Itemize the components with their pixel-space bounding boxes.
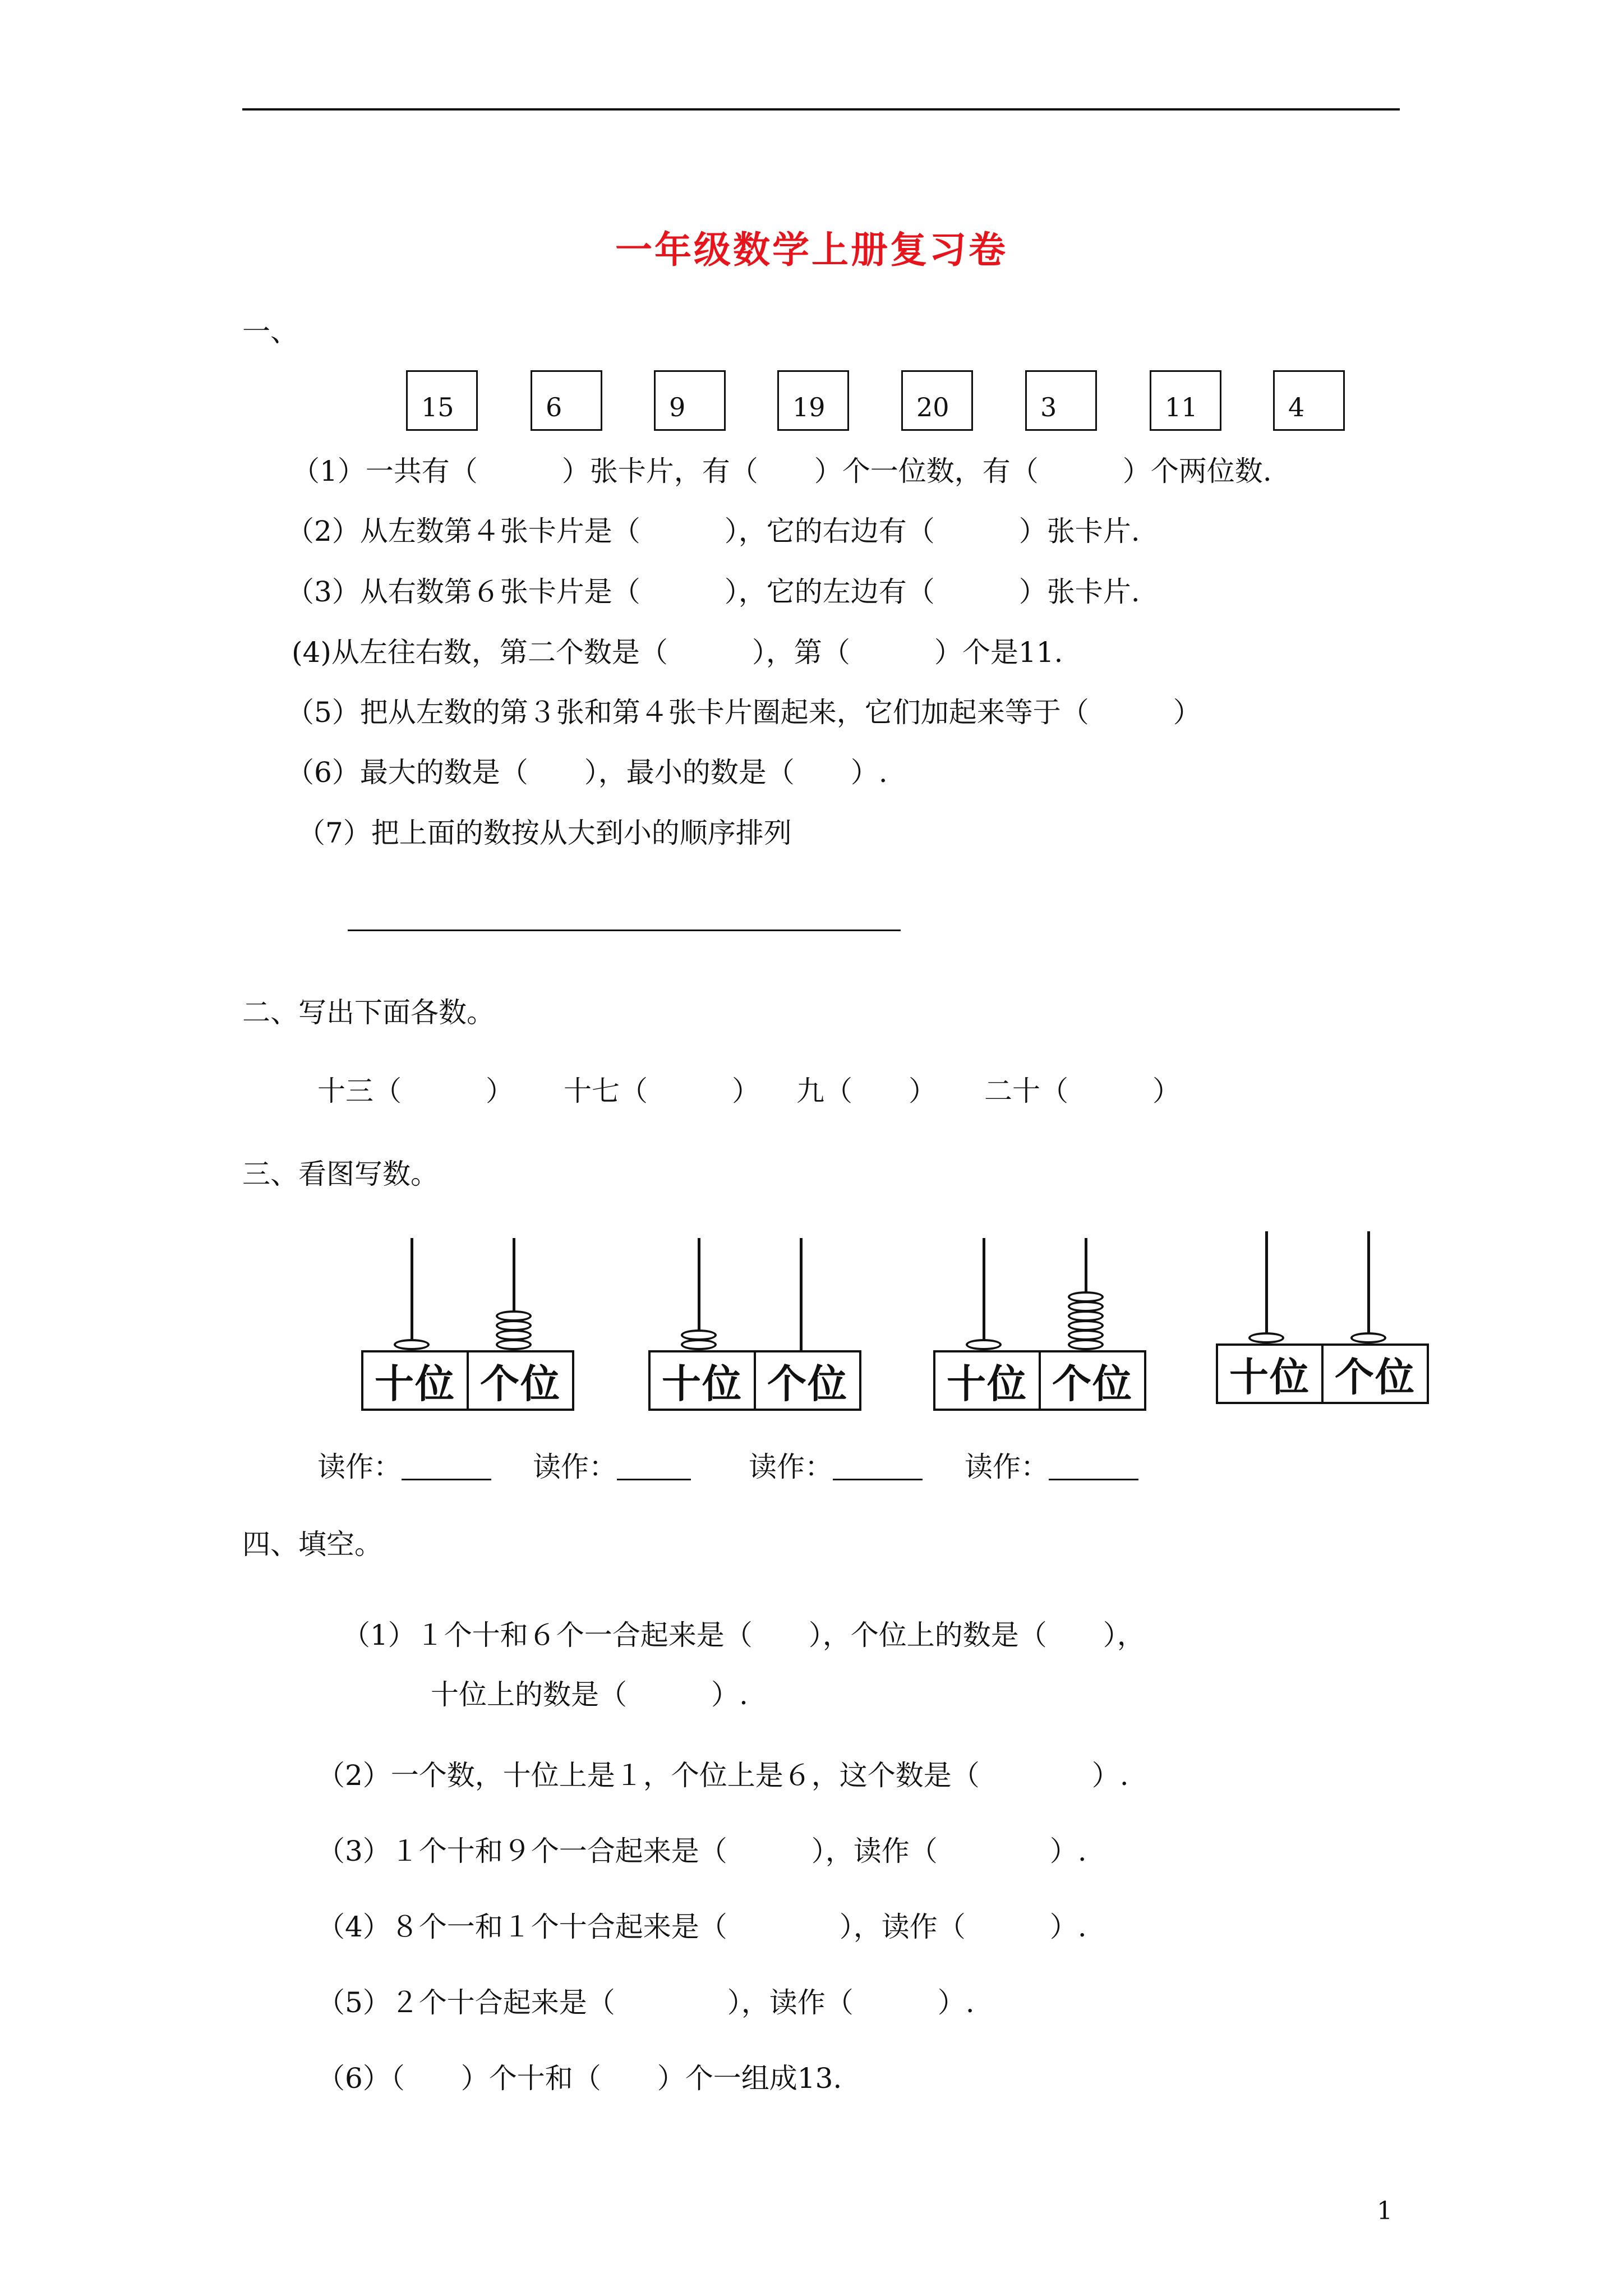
read-as-blank xyxy=(402,1479,491,1480)
read-as-label: 读作： xyxy=(317,1451,402,1483)
answer-line xyxy=(348,930,901,931)
number-card xyxy=(1025,370,1097,431)
question-4-4: （4）８个一和１个十合起来是（ ），读作（ ）. xyxy=(317,1911,1087,1943)
card-value: 6 xyxy=(546,392,562,422)
abacus xyxy=(361,1220,574,1411)
ones-bead xyxy=(1350,1332,1386,1343)
abacus xyxy=(648,1220,861,1411)
question-4-5: （5）２个十合起来是（ ），读作（ ）. xyxy=(317,1986,975,2019)
card-value: 4 xyxy=(1288,392,1305,422)
tens-place-label: 十位 xyxy=(1229,1353,1310,1400)
tens-bead xyxy=(681,1329,717,1341)
tens-place-label: 十位 xyxy=(662,1360,743,1407)
number-card xyxy=(406,370,478,431)
card-value: 15 xyxy=(421,392,454,422)
number-card xyxy=(777,370,849,431)
question-4-1-cont: 十位上的数是（ ）. xyxy=(431,1678,748,1711)
question-1-1: （1）一共有（ ）张卡片，有（ ）个一位数，有（ ）个两位数. xyxy=(292,455,1272,487)
ones-bead xyxy=(1068,1301,1104,1312)
tens-bead xyxy=(681,1339,717,1350)
section3-heading: 三、看图写数。 xyxy=(242,1158,439,1190)
ones-bead xyxy=(496,1339,532,1350)
ones-place-label: 个位 xyxy=(754,1352,859,1409)
read-as-blank xyxy=(1049,1479,1138,1480)
tens-bead xyxy=(394,1339,430,1350)
card-value: 11 xyxy=(1165,392,1198,422)
number-card xyxy=(901,370,973,431)
abacus xyxy=(933,1220,1146,1411)
card-value: 20 xyxy=(916,392,949,422)
place-value-box xyxy=(361,1350,574,1411)
write-number-item: 十三（ ） xyxy=(317,1075,514,1107)
tens-rod xyxy=(983,1238,985,1350)
question-1-4: (4)从左往右数，第二个数是（ ），第（ ）个是11. xyxy=(292,636,1063,669)
write-number-item: 二十（ ） xyxy=(984,1075,1181,1107)
ones-place-label: 个位 xyxy=(1039,1352,1144,1409)
question-1-5: （5）把从左数的第３张和第４张卡片圈起来，它们加起来等于（ ） xyxy=(286,696,1201,729)
page-title: 一年级数学上册复习卷 xyxy=(615,228,1008,272)
tens-place-label: 十位 xyxy=(375,1360,455,1407)
question-1-2: （2）从左数第４张卡片是（ ），它的右边有（ ）张卡片. xyxy=(286,515,1140,547)
tens-rod xyxy=(1265,1231,1268,1343)
section2-heading: 二、写出下面各数。 xyxy=(242,996,495,1029)
card-value: 19 xyxy=(792,392,826,422)
question-4-3: （3）１个十和９个一合起来是（ ），读作（ ）. xyxy=(317,1835,1087,1867)
place-value-box xyxy=(648,1350,861,1411)
ones-rod xyxy=(800,1238,803,1350)
tens-bead xyxy=(1248,1332,1284,1343)
read-as-label: 读作： xyxy=(965,1451,1049,1483)
number-card xyxy=(1150,370,1221,431)
question-1-6: （6）最大的数是（ ），最小的数是（ ）. xyxy=(286,756,888,789)
read-as-blank xyxy=(833,1479,923,1480)
ones-place-label: 个位 xyxy=(1321,1346,1427,1402)
number-card xyxy=(1273,370,1345,431)
read-as-blank xyxy=(617,1479,691,1480)
ones-bead xyxy=(1068,1291,1104,1303)
question-4-1: （1）１个十和６个一合起来是（ ），个位上的数是（ ）， xyxy=(342,1619,1145,1651)
tens-rod xyxy=(411,1238,413,1350)
header-rule xyxy=(242,108,1400,111)
question-4-6: （6）（ ）个十和（ ）个一组成13. xyxy=(317,2062,842,2095)
question-1-7: （7）把上面的数按从大到小的顺序排列 xyxy=(297,817,792,849)
ones-bead xyxy=(1068,1339,1104,1350)
write-number-item: 九（ ） xyxy=(796,1075,937,1107)
ones-bead xyxy=(496,1310,532,1322)
write-number-item: 十七（ ） xyxy=(564,1075,760,1107)
tens-place-label: 十位 xyxy=(947,1360,1027,1407)
ones-place-label: 个位 xyxy=(467,1352,572,1409)
ones-rod xyxy=(1367,1231,1370,1343)
number-card xyxy=(531,370,602,431)
card-value: 9 xyxy=(669,392,686,422)
card-value: 3 xyxy=(1040,392,1057,422)
place-value-box xyxy=(1216,1343,1429,1404)
ones-bead xyxy=(496,1329,532,1341)
abacus xyxy=(1216,1213,1429,1404)
page-number: 1 xyxy=(1377,2197,1393,2225)
number-card xyxy=(654,370,726,431)
question-4-2: （2）一个数，十位上是１，个位上是６，这个数是（ ）. xyxy=(317,1759,1129,1792)
tens-bead xyxy=(966,1339,1002,1350)
ones-bead xyxy=(1068,1329,1104,1341)
read-as-label: 读作： xyxy=(749,1451,833,1483)
ones-bead xyxy=(496,1320,532,1331)
ones-bead xyxy=(1068,1320,1104,1331)
place-value-box xyxy=(933,1350,1146,1411)
section1-heading: 一、 xyxy=(242,315,298,348)
section4-heading: 四、填空。 xyxy=(242,1528,382,1561)
question-1-3: （3）从右数第６张卡片是（ ），它的左边有（ ）张卡片. xyxy=(286,576,1140,608)
ones-bead xyxy=(1068,1310,1104,1322)
read-as-label: 读作： xyxy=(533,1451,617,1483)
